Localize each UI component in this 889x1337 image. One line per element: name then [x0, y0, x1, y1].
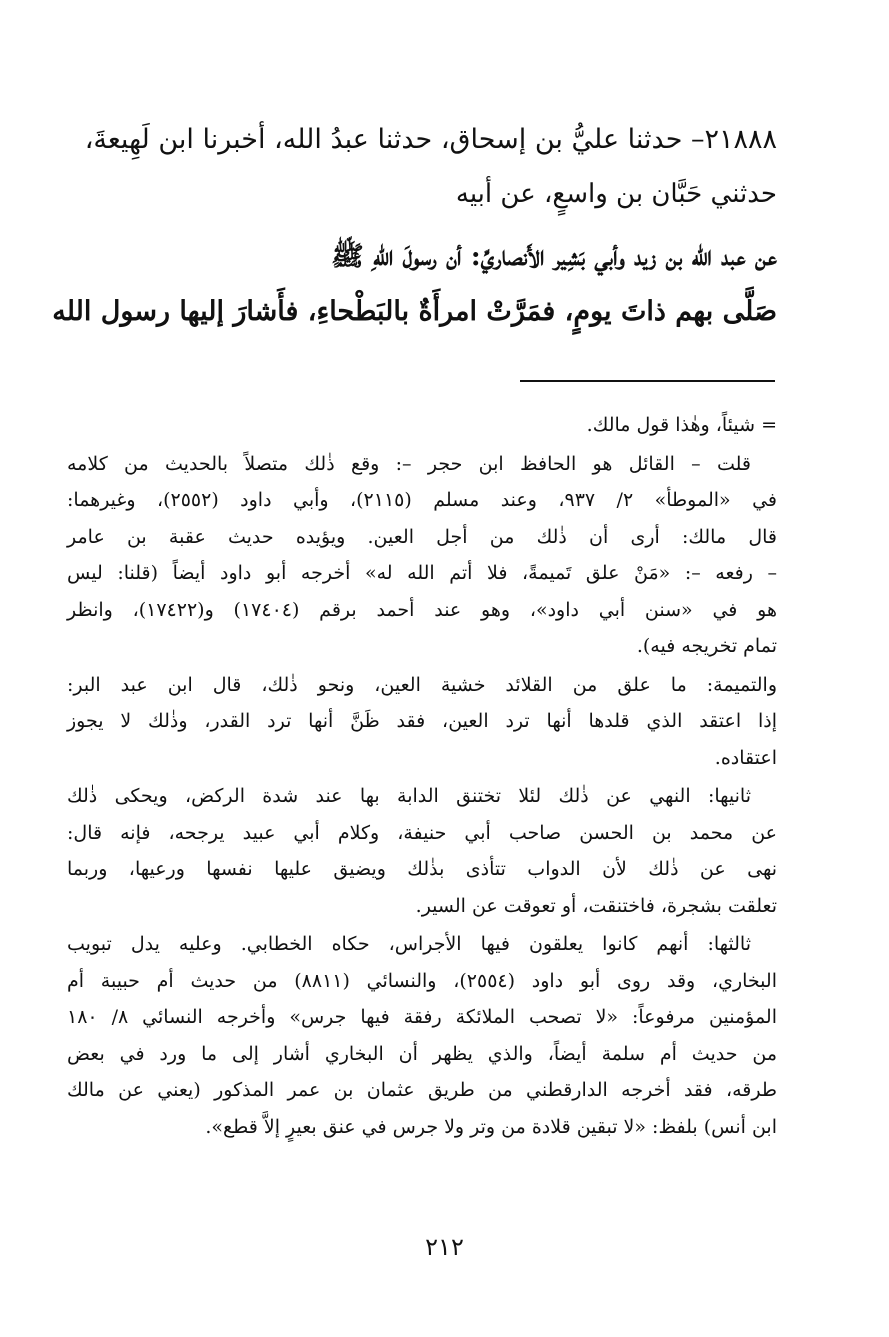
footnote-line: والتميمة: ما علق من القلائد خشية العين، ونحو ذٰلك، قال ابن عبد البر: — [67, 673, 777, 696]
footnote-line: عن محمد بن الحسن صاحب أبي حنيفة، وكلام أبي عبيد يرجحه، فإنه قال: — [67, 821, 777, 844]
hadith-matn-line-2: صَلَّى بهم ذاتَ يومٍ، فمَرَّتْ امرأَةٌ بالبَطْحاءِ، فأَشارَ إليها رسول الله — [52, 296, 777, 327]
page-number: ٢١٢ — [425, 1233, 464, 1261]
footnote-line: = شيئاً، وهٰذا قول مالك. — [586, 414, 777, 436]
footnote-line: البخاري، وقد روى أبو داود (٢٥٥٤)، والنسائي (٨٨١١) من حديث أم حبيبة أم — [67, 969, 777, 992]
footnote-line: تعلقت بشجرة، فاختنقت، أو تعوقت عن السير. — [415, 894, 777, 917]
hadith-isnad-line-1: ٢١٨٨٨– حدثنا عليُّ بن إسحاق، حدثنا عبدُ الله، أخبرنا ابن لَهِيعةَ، — [84, 124, 777, 155]
hadith-matn-line-1: عن عبد الله بن زيد وأبي بَشِير الأَنصاريِّ: أن رسولَ اللهِ ﷺ — [331, 241, 777, 272]
footnote-line: إذا اعتقد الذي قلدها أنها ترد العين، فقد ظَنَّ أنها ترد القدر، وذٰلك لا يجوز — [67, 710, 777, 732]
footnote-line: ثانيها: النهي عن ذٰلك لئلا تختنق الدابة بها عند شدة الركض، ويحكى ذٰلك — [67, 785, 751, 807]
footnote-line: في «الموطأ» ٢/ ٩٣٧، وعند مسلم (٢١١٥)، وأبي داود (٢٥٥٢)، وغيرهما: — [67, 489, 777, 511]
footnote-paragraph — [67, 667, 777, 777]
footnote-paragraph — [67, 446, 777, 665]
footnote-line: هو في «سنن أبي داود»، وهو عند أحمد برقم (١٧٤٠٤) و(١٧٤٢٢)، وانظر — [67, 598, 777, 621]
footnote-line: طرقه، فقد أخرجه الدارقطني من طريق عثمان بن عمر المذكور (يعني عن مالك — [67, 1079, 777, 1101]
footnote-paragraph — [67, 407, 777, 444]
footnote-line: قال مالك: أرى أن ذٰلك من أجل العين. ويؤيده حديث عقبة بن عامر — [67, 525, 777, 548]
footnote-line: نهى عن ذٰلك لأن الدواب تتأذى بذٰلك ويضيق عليها نفسها ورعيها، وربما — [67, 858, 777, 880]
footnote-separator-rule — [520, 380, 775, 382]
footnote-line: – رفعه –: «مَنْ علق تَميمةً، فلا أتم الله له» أخرجه أبو داود أيضاً (قلنا: ليس — [67, 562, 777, 584]
footnote-line: قلت – القائل هو الحافظ ابن حجر –: وقع ذٰلك متصلاً بالحديث من كلامه — [67, 452, 751, 475]
footnote-paragraph — [67, 778, 777, 924]
footnote-line: من حديث أم سلمة أيضاً، والذي يظهر أن البخاري أشار إلى ما ورد في بعض — [67, 1042, 777, 1065]
footnotes — [67, 407, 777, 1149]
footnote-line: ابن أنس) بلفظ: «لا تبقين قلادة من وتر ولا جرس في عنق بعيرٍ إلاَّ قطع». — [205, 1115, 777, 1138]
hadith-text — [52, 112, 777, 339]
footnote-line: ثالثها: أنهم كانوا يعلقون فيها الأجراس، حكاه الخطابي. وعليه يدل تبويب — [67, 933, 751, 955]
footnote-line: تمام تخريجه فيه). — [636, 635, 777, 657]
footnote-line: المؤمنين مرفوعاً: «لا تصحب الملائكة رفقة فيها جرس» وأخرجه النسائي ٨/ ١٨٠ — [67, 1006, 777, 1028]
footnote-paragraph — [67, 926, 777, 1145]
hadith-isnad-line-2: حدثني حَبَّان بن واسعٍ، عن أبيه — [455, 179, 777, 209]
footnote-line: اعتقاده. — [714, 746, 777, 769]
